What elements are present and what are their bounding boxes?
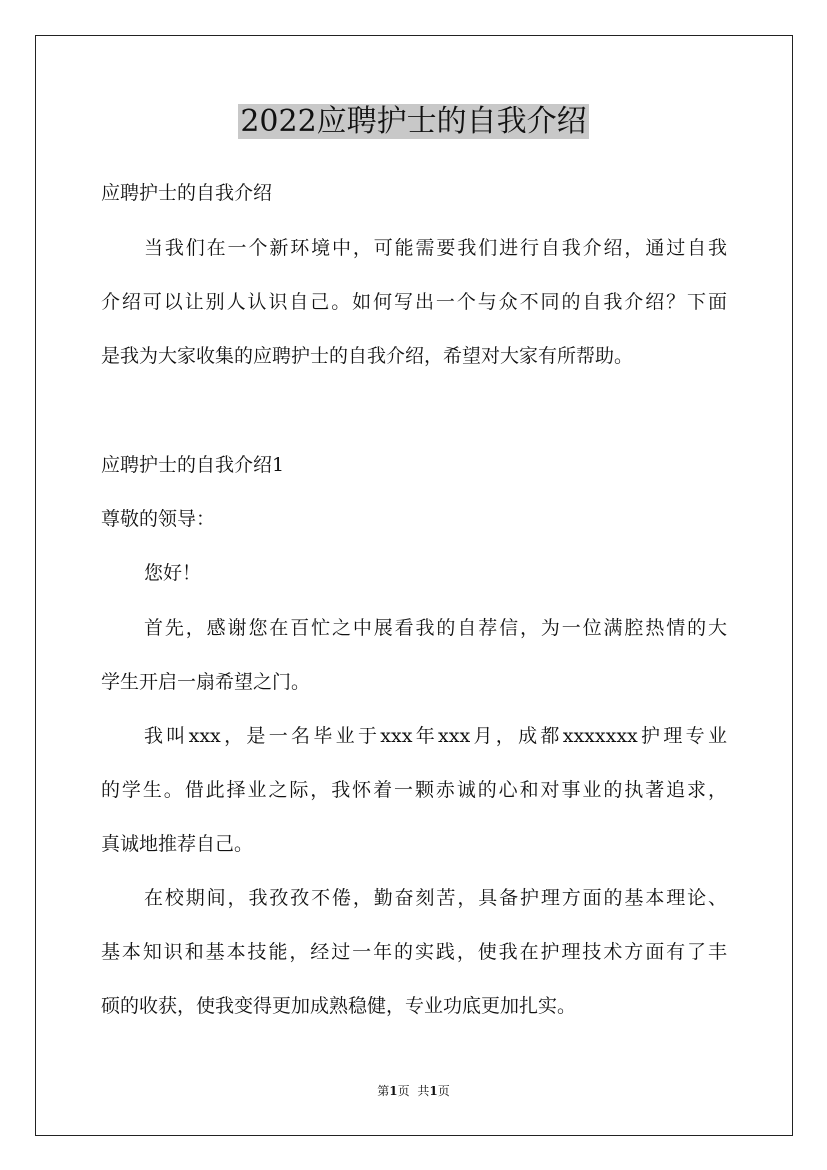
document-title-text: 2022应聘护士的自我介绍 bbox=[240, 104, 587, 139]
paragraph-3-line-2: 基本知识和基本技能，经过一年的实践，使我在护理技术方面有了丰 bbox=[101, 941, 727, 963]
paragraph-3-line-3: 硕的收获，使我变得更加成熟稳健，专业功底更加扎实。 bbox=[101, 995, 577, 1017]
total-prefix: 共 bbox=[417, 1084, 430, 1098]
greeting: 您好！ bbox=[144, 562, 202, 584]
document-title bbox=[0, 102, 827, 142]
page-prefix: 第 bbox=[377, 1084, 390, 1098]
paragraph-1-line-1: 首先，感谢您在百忙之中展看我的自荐信，为一位满腔热情的大 bbox=[144, 617, 727, 639]
intro-line-2: 介绍可以让别人认识自己。如何写出一个与众不同的自我介绍？下面 bbox=[101, 291, 727, 313]
paragraph-2-line-2: 的学生。借此择业之际，我怀着一颗赤诚的心和对事业的执著追求， bbox=[101, 779, 727, 801]
page-suffix: 页 bbox=[397, 1084, 410, 1098]
paragraph-1-line-2: 学生开启一扇希望之门。 bbox=[101, 671, 311, 693]
salutation: 尊敬的领导： bbox=[101, 508, 216, 530]
paragraph-3-line-1: 在校期间，我孜孜不倦，勤奋刻苦，具备护理方面的基本理论、 bbox=[144, 887, 727, 909]
intro-line-1: 当我们在一个新环境中，可能需要我们进行自我介绍，通过自我 bbox=[144, 237, 727, 259]
paragraph-2-line-3: 真诚地推荐自己。 bbox=[101, 833, 254, 855]
page-number: 1 bbox=[389, 1084, 398, 1098]
total-pages: 1 bbox=[429, 1084, 438, 1098]
paragraph-2-line-1: 我叫xxx，是一名毕业于xxx年xxx月，成都xxxxxxx护理专业 bbox=[144, 725, 727, 747]
intro-line-3: 是我为大家收集的应聘护士的自我介绍，希望对大家有所帮助。 bbox=[101, 345, 634, 367]
section-1-heading: 应聘护士的自我介绍1 bbox=[101, 454, 285, 476]
document-heading: 应聘护士的自我介绍 bbox=[101, 182, 273, 204]
total-suffix: 页 bbox=[437, 1084, 450, 1098]
page-footer bbox=[0, 1083, 827, 1099]
